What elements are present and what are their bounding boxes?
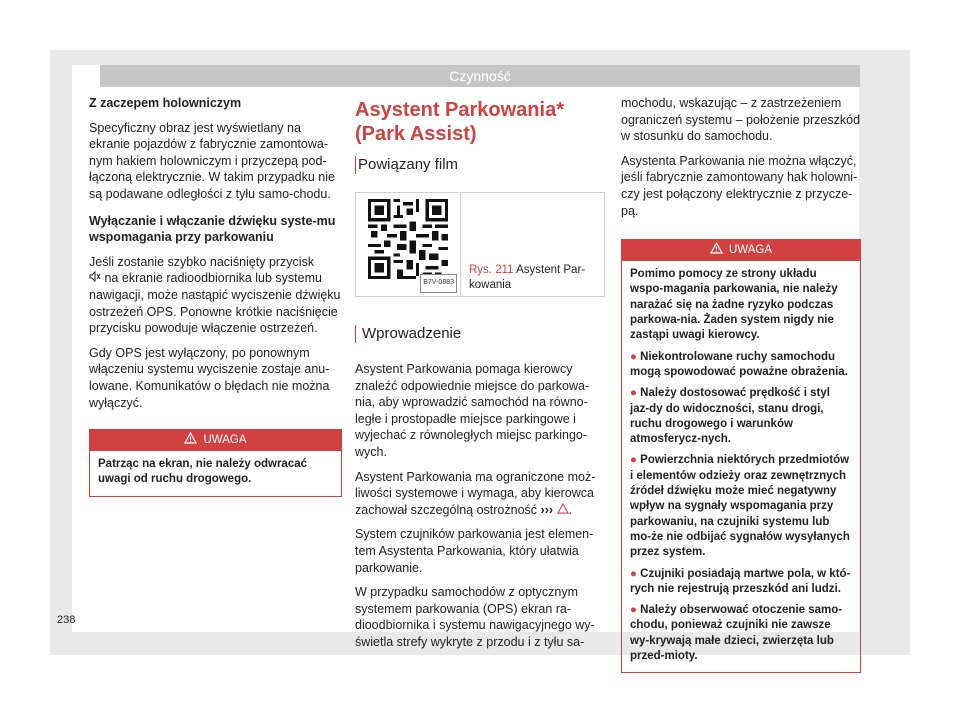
warning-bullet — [630, 350, 852, 381]
warning-header — [622, 240, 860, 261]
warning-triangle-icon — [710, 242, 723, 260]
heading-tow-hitch: Z zaczepem holowniczym — [89, 96, 242, 110]
section-title: Asystent Parkowania* (Park Assist) — [355, 99, 564, 145]
paragraph-continued: mochodu, wskazując – z zastrzeżeniem ograniczeń systemu – położenie przeszkód w stosunku do samochodu. — [621, 96, 861, 144]
figure-caption — [461, 193, 604, 296]
paragraph-tow-hitch: Specyficzny obraz jest wyświetlany na ekranie pojazdów z fabrycznie zamontowa-nym hakiem holowniczym i przyczepą pod-łączoną elektrycznie. W takim przypadku nie są podawane odległości z tyłu samo-chodu. — [89, 120, 335, 201]
warning-triangle-icon — [184, 432, 197, 450]
figure-code: B7V-0883 — [420, 274, 457, 293]
paragraph-sound-toggle-end: na ekranie radioodbiornika lub systemu nawigacji, może nastąpić wyciszenie dźwięku ostrzeżeń OPS. Ponowne krótkie naciśnięcie przycisku powoduje włączenie ostrzeżeń. — [89, 271, 341, 336]
column-right — [621, 95, 861, 673]
cross-reference-link[interactable]: ››› — [540, 502, 554, 517]
paragraph-intro-1: Asystent Parkowania pomaga kierowcy znaleźć odpowiednie miejsce do parkowa-nia, aby wprowadzić samochód na równo-ległe i prostopadłe miejsce parkingowe i wyjechać z równoległych miejsc parkingo-wych. — [355, 362, 590, 459]
figure-211 — [355, 192, 605, 297]
warning-bullet-text: Powierzchnia niektórych przedmiotów i elementów odzieży oraz zewnętrznych źródeł dźwięku może mieć negatywny wpływ na sygnały wspomagania przy parkowaniu, na czujniki systemu lub mo-że nie odbijać sygnałów wysyłanych przez system. — [630, 454, 850, 559]
warning-bullet-text: Czujniki posiadają martwe pola, w któ-rych nie rejestrują przeszkód ani ludzi. — [630, 567, 851, 595]
bullet-icon: ● — [630, 350, 637, 363]
bullet-icon: ● — [630, 604, 637, 617]
warning-box-park-assist — [621, 239, 861, 673]
paragraph-ops-off: Gdy OPS jest wyłączony, po ponownym włączeniu systemu wyciszenie zostaje anu-lowane. Komunikatów o błędach nie można wyłączyć. — [89, 345, 330, 410]
bullet-icon: ● — [630, 567, 637, 580]
column-middle — [355, 95, 605, 659]
warning-bullet-text: Należy dostosować prędkość i styl jaz-dy do widoczności, stanu drogi, ruchu drogowego i warunków atmosferycz-nych. — [630, 387, 830, 446]
warning-intro: Pomimo pomocy ze strony układu wspo-magania parkowania, nie należy narażać się na żadne ryzyko podczas parkowa-nia. Żaden system nigdy nie zastąpi uwagi kierowcy. — [630, 268, 838, 342]
paragraph-intro-2: Asystent Parkowania ma ograniczone moż-liwości systemowe i wymaga, aby kierowca zachował szczególną ostrożność ››› . — [355, 469, 596, 517]
warning-bullet-text: Niekontrolowane ruchy samochodu mogą spowodować poważne obrażenia. — [630, 350, 848, 378]
qr-code-icon[interactable] — [368, 199, 448, 279]
bullet-icon: ● — [630, 454, 637, 467]
paragraph-intro-4: W przypadku samochodów z optycznym systemem parkowania (OPS) ekran ra-dioodbiornika i systemu nawigacyjnego wy-świetla strefy wykryte z przodu i z tyłu sa- — [355, 585, 595, 649]
warning-box — [89, 429, 342, 497]
qr-code-panel — [356, 193, 461, 296]
warning-header — [90, 430, 341, 451]
figure-number: Rys. 211 — [469, 264, 514, 276]
section-header: Czynność — [100, 65, 860, 87]
paragraph-sound-toggle-start: Jeśli zostanie szybko naciśnięty przycisk — [89, 254, 315, 269]
warning-bullet — [630, 603, 852, 664]
subsection-introduction: Wprowadzenie — [355, 325, 605, 343]
warning-text — [90, 451, 341, 496]
warning-bullet — [630, 567, 852, 598]
warning-content — [622, 261, 860, 672]
subsection-related-video: Powiązany film — [355, 156, 605, 174]
warning-bullet — [630, 453, 852, 560]
page-number: 238 — [57, 614, 76, 626]
paragraph-intro-2-text: Asystent Parkowania ma ograniczone moż-liwości systemowe i wymaga, aby kierowca zachował szczególną ostrożność — [355, 469, 596, 517]
warning-label: UWAGA — [203, 434, 247, 447]
paragraph-intro-3: System czujników parkowania jest elemen-tem Asystenta Parkowania, który ułatwia parkowanie. — [355, 527, 594, 575]
warning-text-content: Patrząc na ekran, nie należy odwracać uwagi od ruchu drogowego. — [98, 458, 308, 486]
warning-bullet-text: Należy obserwować otoczenie samo-chodu, ponieważ czujniki nie zawsze wy-krywają małe dzieci, zwierzęta lub przed-mioty. — [630, 604, 843, 662]
warning-label: UWAGA — [728, 244, 773, 257]
heading-sound-toggle: Wyłączanie i włączanie dźwięku syste-mu wspomagania przy parkowaniu — [89, 213, 336, 245]
column-left — [89, 95, 342, 497]
warning-ref-icon[interactable] — [557, 503, 569, 517]
paragraph-sound-toggle — [89, 254, 342, 337]
bullet-icon: ● — [630, 387, 637, 400]
figure-caption-text: Asystent Par-kowania — [469, 264, 586, 291]
paragraph-tow-hitch-note: Asystenta Parkowania nie można włączyć, jeśli fabrycznie zamontowany hak holowni-czy jest połączony elektrycznie z przycze-pą. — [621, 153, 858, 218]
warning-bullet — [630, 386, 852, 447]
speaker-mute-icon — [89, 270, 101, 287]
